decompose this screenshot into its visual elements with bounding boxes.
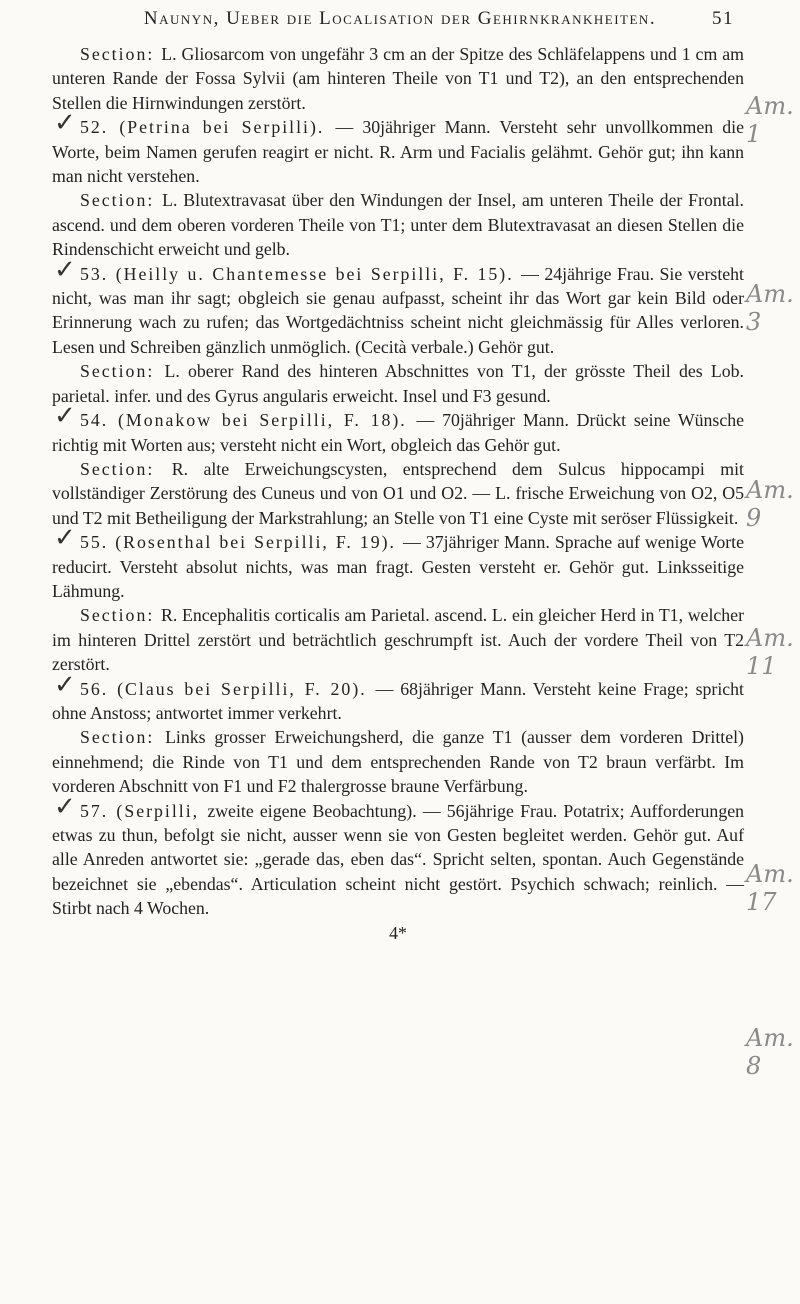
- paragraph-section-55: Section: R. Encephalitis corticalis am Parietal. ascend. L. ein gleicher Herd in T1, welcher im hinteren Drittel zerstört und beträchtlich geschrumpft ist. Auch der vordere Theil von T2 zerstört.: [52, 605, 744, 675]
- paragraph-section-51: Section: L. Gliosarcom von ungefähr 3 cm an der Spitze des Schläfelappens und 1 cm am unteren Rande der Fossa Sylvii (am hinteren Theile von T1 und T2), an den entsprechenden Stellen die Hirnwindungen zerstört.: [52, 44, 744, 113]
- checkmark-icon: ✓: [54, 669, 76, 700]
- paragraph-case-54: ✓ 54. (Monakow bei Serpilli, F. 18). — 70jähriger Mann. Drückt seine Wünsche richtig mit Worten aus; versteht nicht ein Wort, obgleich das Gehör gut.: [52, 408, 744, 457]
- running-title: Naunyn, Ueber die Localisation der Gehirnkrankheiten.: [143, 8, 657, 29]
- paragraph-section-52: Section: L. Blutextravasat über den Windungen der Insel, am unteren Theile der Frontal. ascend. und dem oberen vorderen Theile von T1; unter dem Blutextravasat an diesen Stellen die Rindenschicht erweicht und gelb.: [52, 190, 744, 260]
- checkmark-icon: ✓: [54, 254, 76, 285]
- margin-note: Am. 9: [746, 476, 794, 532]
- checkmark-icon: ✓: [54, 108, 76, 139]
- checkmark-icon: ✓: [54, 791, 76, 822]
- margin-note: Am. 11: [746, 624, 794, 680]
- paragraph-case-53: ✓ 53. (Heilly u. Chantemesse bei Serpilli, F. 15). — 24jährige Frau. Sie versteht nicht, was man ihr sagt; obgleich sie genau aufpasst, scheint ihr das Wort gar kein Bild oder Erinnerung wach zu rufen; das Wortgedächtniss scheint nicht gleichmässig für Alles verloren. Lesen und Schreiben gänzlich unmöglich. (Cecità verbale.) Gehör gut.: [52, 262, 744, 360]
- body-text: [52, 42, 744, 945]
- margin-note: Am. 1: [746, 92, 794, 148]
- page-number: 51: [712, 8, 734, 29]
- paragraph-section-54: Section: R. alte Erweichungscysten, entsprechend dem Sulcus hippocampi mit vollständiger Zerstörung des Cuneus und von O1 und O2. — L. frische Erweichung von O2, O5 und T2 mit Betheiligung der Markstrahlung; an Stelle von T1 eine Cyste mit seröser Flüssigkeit.: [52, 458, 744, 528]
- paragraph-case-52: ✓ 52. (Petrina bei Serpilli). — 30jähriger Mann. Versteht sehr unvollkommen die Worte, beim Namen gerufen reagirt er nicht. R. Arm und Facialis gelähmt. Gehör gut; ihn kann man nicht verstehen.: [52, 115, 744, 188]
- paragraph-case-57: ✓ 57. (Serpilli, zweite eigene Beobachtung). — 56jährige Frau. Potatrix; Aufforderungen etwas zu thun, befolgt sie nicht, ausser wenn sie von Gesten begleitet werden. Gehör gut. Auf alle Anreden antwortet sie: „gerade das, eben das“. Spricht selten, spontan. Auch Gegenstände bezeichnet sie „ebendas“. Articulation scheint nicht gestört. Psychich schwach; reinlich. — Stirbt nach 4 Wochen.: [52, 799, 744, 921]
- signature-mark: 4*: [389, 922, 407, 943]
- paragraph-section-56: Section: Links grosser Erweichungsherd, die ganze T1 (ausser dem vorderen Drittel) einnehmend; die Rinde von T1 und dem entsprechenden Rande von T2 braun verfärbt. Im vorderen Abschnitt von F1 und F2 thalergrosse braune Verfärbung.: [52, 727, 744, 797]
- paragraph-section-53: Section: L. oberer Rand des hinteren Abschnittes von T1, der grösste Theil des Lob. parietal. infer. und des Gyrus angularis erweicht. Insel und F3 gesund.: [52, 361, 744, 406]
- checkmark-icon: ✓: [54, 401, 76, 432]
- running-header: [0, 8, 800, 30]
- margin-note: Am. 8: [746, 1024, 794, 1080]
- paragraph-case-56: ✓ 56. (Claus bei Serpilli, F. 20). — 68jähriger Mann. Versteht keine Frage; spricht ohne Anstoss; antwortet immer verkehrt.: [52, 677, 744, 726]
- margin-note: Am. 3: [746, 280, 794, 336]
- paragraph-case-55: ✓ 55. (Rosenthal bei Serpilli, F. 19). — 37jähriger Mann. Sprache auf wenige Worte reducirt. Versteht absolut nichts, was man fragt. Gesten versteht er. Gehör gut. Linksseitige Lähmung.: [52, 530, 744, 603]
- margin-note: Am. 17: [746, 860, 794, 916]
- checkmark-icon: ✓: [54, 523, 76, 554]
